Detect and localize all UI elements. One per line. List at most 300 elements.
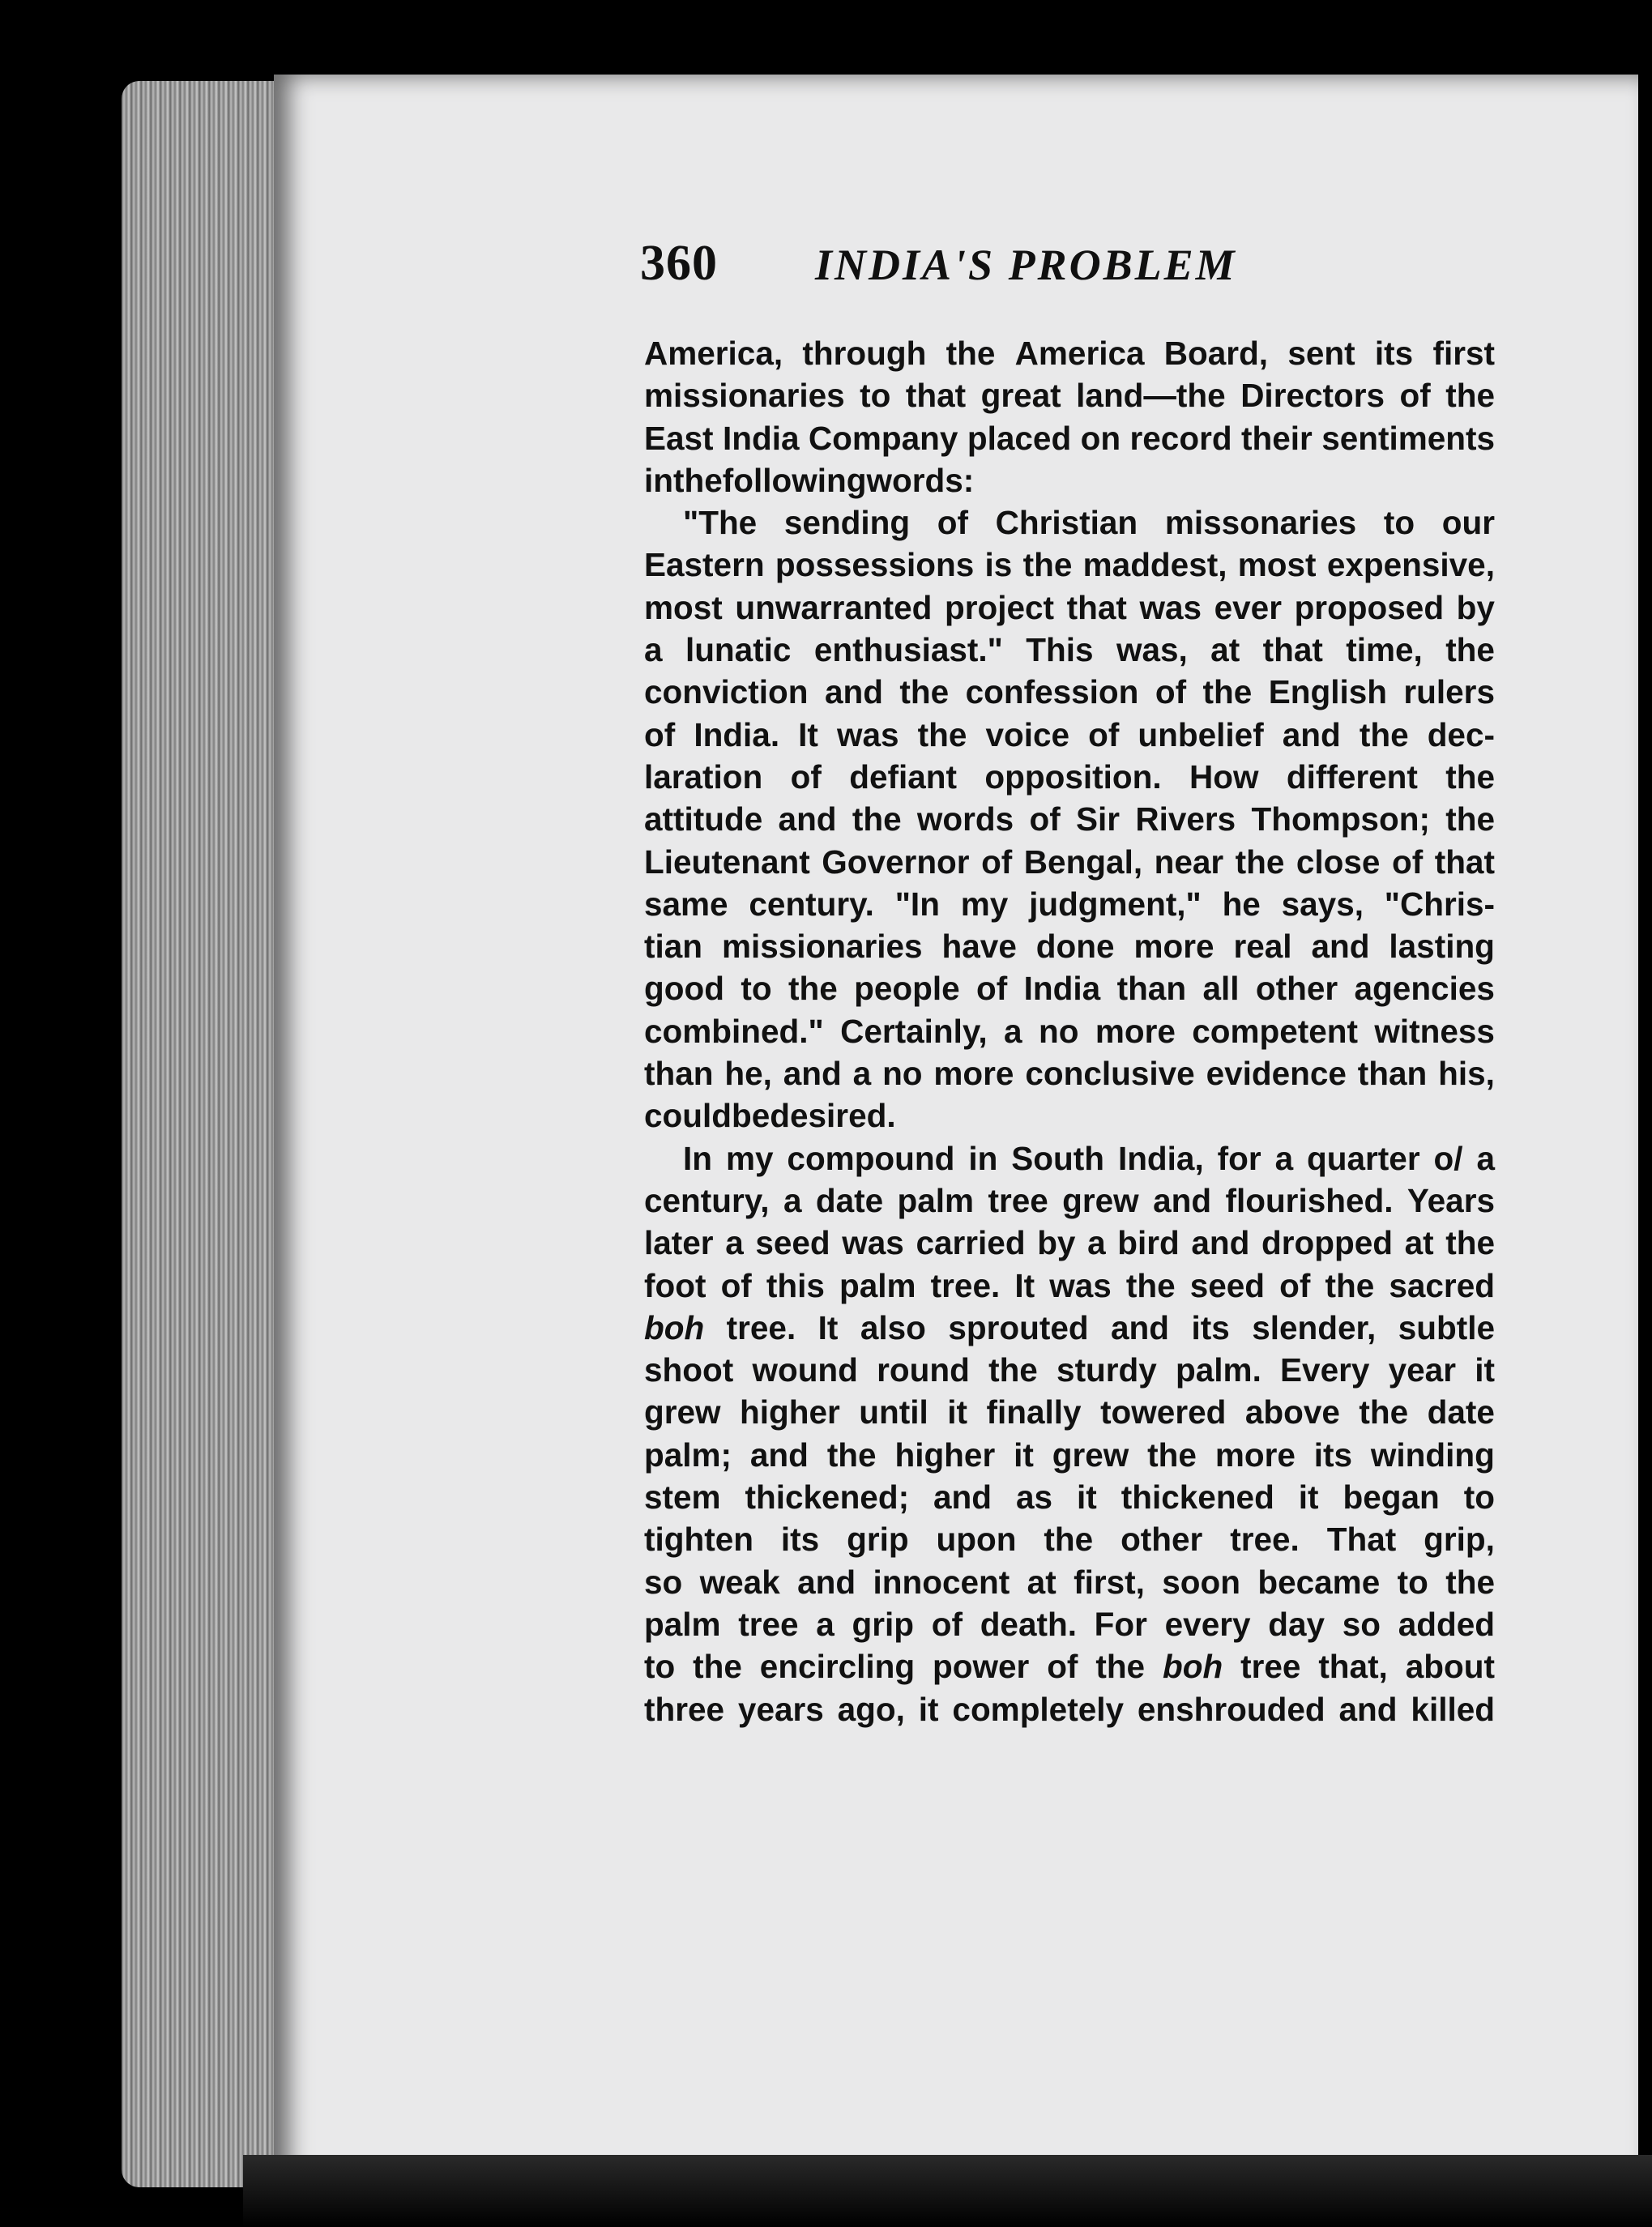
word: good	[644, 970, 724, 1008]
word: the	[1325, 1266, 1375, 1304]
word: the	[1445, 800, 1495, 838]
word: than	[1357, 1055, 1428, 1093]
word: of	[1399, 377, 1431, 415]
word: more	[1095, 1012, 1176, 1050]
word: placed	[967, 419, 1072, 457]
word: the	[1147, 1436, 1197, 1474]
word: stem	[644, 1478, 721, 1517]
word: palm.	[1176, 1351, 1261, 1389]
word: of	[1047, 1648, 1078, 1686]
word: of	[1391, 843, 1424, 881]
word: upon	[936, 1521, 1017, 1559]
text-line	[644, 1010, 1495, 1052]
word: sturdy	[1057, 1351, 1157, 1389]
word: palm	[839, 1266, 916, 1304]
word: words:	[866, 461, 975, 499]
word: Every	[1280, 1351, 1370, 1389]
word: winding	[1370, 1436, 1495, 1474]
word: for	[1217, 1139, 1261, 1177]
word: at	[1210, 631, 1240, 669]
word: than	[644, 1055, 714, 1093]
word: its	[1191, 1308, 1230, 1346]
word: This	[1026, 631, 1094, 669]
word: East	[644, 419, 714, 457]
text-line	[644, 1391, 1495, 1433]
word: "In	[894, 885, 940, 923]
page-number: 360	[640, 236, 718, 291]
text-line	[644, 1688, 1495, 1730]
word: the	[1095, 1648, 1146, 1686]
word: tree.	[726, 1308, 796, 1346]
word: of	[937, 504, 968, 542]
word: more	[933, 1055, 1014, 1093]
word: soon	[1162, 1563, 1240, 1601]
word: people	[854, 970, 960, 1008]
word: judgment,"	[1029, 885, 1202, 923]
word: and	[824, 673, 883, 711]
word: and	[797, 1563, 856, 1601]
word: the	[1445, 757, 1495, 796]
word: America,	[644, 335, 783, 372]
word: dropped	[1261, 1224, 1393, 1262]
word: it	[1077, 1478, 1097, 1517]
text-line	[644, 1094, 1495, 1137]
word: evidence	[1206, 1055, 1347, 1093]
word: wound	[752, 1351, 858, 1389]
word: all	[1202, 970, 1240, 1008]
word: attitude	[644, 800, 763, 838]
word: years	[737, 1690, 824, 1728]
word: Eastern	[644, 546, 765, 584]
word: Governor	[822, 843, 970, 881]
word: this	[766, 1266, 825, 1304]
word: Christian	[995, 504, 1138, 542]
text-line	[644, 417, 1495, 459]
word: different	[1286, 757, 1418, 796]
word: a	[783, 1181, 802, 1219]
word: most	[1237, 546, 1317, 584]
word: Company	[808, 419, 958, 457]
text-line	[644, 459, 1495, 501]
word: enshrouded	[1137, 1690, 1325, 1728]
word: following	[722, 461, 867, 499]
word: It	[1014, 1266, 1035, 1304]
word: encircling	[759, 1648, 916, 1686]
word: century,	[644, 1181, 770, 1219]
word: palm	[897, 1181, 975, 1219]
word: boh	[644, 1308, 705, 1346]
word: was	[1049, 1266, 1112, 1304]
word: the	[946, 335, 996, 372]
word: For	[1094, 1605, 1147, 1643]
word: on	[1080, 419, 1121, 457]
word: laration	[644, 757, 763, 796]
word: finally	[986, 1393, 1082, 1431]
word: was	[842, 1224, 904, 1262]
text-line	[644, 629, 1495, 671]
text-line	[644, 967, 1495, 1009]
word: Lieutenant	[644, 843, 810, 881]
word: of	[1279, 1266, 1311, 1304]
word: than	[1116, 970, 1187, 1008]
word: a	[1004, 1012, 1022, 1050]
text-line	[644, 925, 1495, 967]
word: desired.	[770, 1097, 896, 1135]
word: to	[644, 1648, 676, 1686]
word: o/	[1433, 1139, 1463, 1177]
word: date	[1427, 1393, 1495, 1431]
word: conclusive	[1025, 1055, 1195, 1093]
word: day	[1268, 1605, 1325, 1643]
word: tree	[1240, 1648, 1301, 1686]
word: agencies	[1354, 970, 1495, 1008]
word: great	[980, 377, 1061, 415]
word: until	[859, 1393, 928, 1431]
word: It	[817, 1308, 839, 1346]
word: the	[1445, 631, 1495, 669]
word: and	[749, 1436, 809, 1474]
word: of	[644, 715, 676, 753]
word: century.	[749, 885, 874, 923]
word: slender,	[1252, 1308, 1377, 1346]
text-line	[644, 1265, 1495, 1307]
word: the	[826, 1436, 877, 1474]
word: Rivers	[1135, 800, 1236, 838]
word: the	[1445, 1224, 1495, 1262]
word: the	[917, 715, 967, 753]
word: palm	[644, 1605, 721, 1643]
word: above	[1244, 1393, 1340, 1431]
word: says,	[1281, 885, 1364, 923]
word: near	[1154, 843, 1224, 881]
word: and	[1111, 1308, 1170, 1346]
word: to	[1397, 1563, 1428, 1601]
word: seed	[755, 1224, 830, 1262]
text-line	[644, 883, 1495, 925]
word: expensive,	[1326, 546, 1495, 584]
word: quarter	[1307, 1139, 1420, 1177]
word: innocent	[873, 1563, 1010, 1601]
word: lasting	[1389, 928, 1495, 966]
word: grew	[644, 1393, 721, 1431]
word: it	[947, 1393, 968, 1431]
word: later	[644, 1224, 714, 1262]
word: land—the	[1076, 377, 1226, 415]
word: tree	[988, 1181, 1048, 1219]
word: became	[1257, 1563, 1381, 1601]
word: That	[1326, 1521, 1397, 1559]
word: Directors	[1240, 377, 1385, 415]
text-line	[644, 798, 1495, 840]
word: and	[1311, 928, 1370, 966]
word: that,	[1318, 1648, 1388, 1686]
word: so	[644, 1563, 683, 1601]
word: sprouted	[948, 1308, 1089, 1346]
word: and	[1153, 1181, 1212, 1219]
text-line	[644, 332, 1495, 374]
word: to	[1383, 504, 1415, 542]
word: and	[1191, 1224, 1250, 1262]
word: conviction	[644, 673, 809, 711]
text-line	[644, 1434, 1495, 1476]
word: power	[933, 1648, 1030, 1686]
word: foot	[644, 1266, 706, 1304]
word: the	[1125, 1266, 1176, 1304]
text-line	[644, 1180, 1495, 1222]
word: to	[860, 377, 891, 415]
word: was	[1139, 588, 1202, 626]
word: shoot	[644, 1351, 734, 1389]
word: began	[1343, 1478, 1440, 1517]
word: flourished.	[1225, 1181, 1394, 1219]
word: the	[673, 461, 723, 499]
word: by	[1456, 588, 1495, 626]
word: Years	[1407, 1181, 1495, 1219]
word: as	[1016, 1478, 1053, 1517]
word: and	[1282, 715, 1341, 753]
word: to	[1463, 1478, 1495, 1517]
word: he,	[724, 1055, 772, 1093]
word: more	[1214, 1436, 1296, 1474]
word: their	[1241, 419, 1313, 457]
word: higher	[740, 1393, 840, 1431]
word: How	[1189, 757, 1259, 796]
running-head	[640, 235, 1491, 308]
word: maddest,	[1082, 546, 1227, 584]
word: that	[905, 377, 967, 415]
word: a	[852, 1055, 872, 1093]
word: possessions	[775, 546, 975, 584]
word: ago,	[837, 1690, 905, 1728]
word: sending	[783, 504, 911, 542]
word: the	[1445, 1563, 1495, 1601]
word: dec-	[1427, 715, 1495, 753]
word: India.	[694, 715, 780, 753]
word: Board,	[1163, 335, 1269, 372]
word: seed	[1189, 1266, 1266, 1304]
word: of	[931, 1605, 963, 1643]
page-bottom-shadow	[243, 2155, 1652, 2227]
word: other	[1255, 970, 1338, 1008]
word: through	[802, 335, 927, 372]
word: combined."	[644, 1012, 824, 1050]
word: English	[1268, 673, 1387, 711]
word: boh	[1162, 1648, 1223, 1686]
word: South	[1011, 1139, 1104, 1177]
word: India,	[1117, 1139, 1204, 1177]
word: grip	[852, 1605, 915, 1643]
body-text	[644, 332, 1495, 1730]
word: missonaries	[1164, 504, 1357, 542]
word: and	[778, 800, 837, 838]
word: its	[1313, 1436, 1353, 1474]
word: the	[693, 1648, 742, 1686]
word: record	[1129, 419, 1232, 457]
text-line	[644, 1603, 1495, 1645]
word: In	[683, 1139, 712, 1177]
word: at	[1027, 1563, 1057, 1601]
word: a	[816, 1605, 835, 1643]
word: is	[984, 546, 1013, 584]
word: the	[1202, 673, 1253, 711]
word: the	[988, 1351, 1038, 1389]
word: real	[1233, 928, 1292, 966]
word: of	[1029, 800, 1061, 838]
word: rulers	[1403, 673, 1495, 711]
word: was,	[1116, 631, 1188, 669]
word: witness	[1374, 1012, 1495, 1050]
word: the	[1235, 843, 1285, 881]
text-line	[644, 544, 1495, 586]
word: a	[644, 631, 663, 669]
word: that	[1066, 588, 1127, 626]
text-line	[644, 1476, 1495, 1518]
word: unwarranted	[735, 588, 933, 626]
word: first	[1432, 335, 1495, 372]
word: have	[941, 928, 1017, 966]
word: towered	[1100, 1393, 1227, 1431]
word: words	[916, 800, 1014, 838]
text-line	[644, 1645, 1495, 1687]
word: missionaries	[644, 377, 845, 415]
word: sent	[1287, 335, 1355, 372]
word: the	[899, 673, 950, 711]
word: the	[1359, 1393, 1409, 1431]
running-title: INDIA'S PROBLEM	[815, 241, 1237, 289]
word: most	[644, 588, 723, 626]
word: tree.	[930, 1266, 1001, 1304]
word: thickened;	[745, 1478, 910, 1517]
word: tree	[738, 1605, 799, 1643]
word: tree.	[1230, 1521, 1300, 1559]
word: it	[1475, 1351, 1495, 1389]
word: at	[1404, 1224, 1434, 1262]
text-line	[644, 756, 1495, 798]
word: other	[1121, 1521, 1203, 1559]
word: close	[1296, 843, 1381, 881]
word: so	[1342, 1605, 1381, 1643]
text-line	[644, 1518, 1495, 1560]
word: compound	[787, 1139, 955, 1177]
word: grew	[1052, 1436, 1129, 1474]
word: grip,	[1424, 1521, 1495, 1559]
word: Thompson;	[1251, 800, 1430, 838]
word: a	[1087, 1224, 1106, 1262]
book-page-edges	[122, 81, 292, 2187]
word: of	[981, 843, 1013, 881]
word: confession	[965, 673, 1139, 711]
word: it	[918, 1690, 939, 1728]
word: enthusiast."	[813, 631, 1003, 669]
word: proposed	[1294, 588, 1445, 626]
text-line	[644, 1561, 1495, 1603]
word: sacred	[1389, 1266, 1495, 1304]
word: more	[1133, 928, 1214, 966]
word: it	[1014, 1436, 1034, 1474]
word: grip	[847, 1521, 909, 1559]
word: death.	[980, 1605, 1077, 1643]
word: bird	[1117, 1224, 1180, 1262]
word: my	[725, 1139, 774, 1177]
word: of	[1155, 673, 1187, 711]
word: in	[644, 461, 673, 499]
word: done	[1035, 928, 1115, 966]
word: voice	[985, 715, 1070, 753]
word: competent	[1192, 1012, 1359, 1050]
word: India	[722, 419, 800, 457]
word: added	[1398, 1605, 1495, 1643]
word: was	[836, 715, 899, 753]
word: that	[1434, 843, 1495, 881]
text-line	[644, 1307, 1495, 1349]
text-line	[644, 841, 1495, 883]
word: "The	[683, 504, 758, 542]
text-line	[644, 1222, 1495, 1264]
word: India	[1023, 970, 1101, 1008]
word: the	[788, 970, 838, 1008]
word: his,	[1438, 1055, 1495, 1093]
word: the	[1044, 1521, 1094, 1559]
word: opposition.	[984, 757, 1162, 796]
word: the	[1445, 377, 1495, 415]
text-line	[644, 587, 1495, 629]
word: tian	[644, 928, 703, 966]
word: Sir	[1076, 800, 1121, 838]
word: higher	[894, 1436, 996, 1474]
text-line	[644, 671, 1495, 713]
word: my	[960, 885, 1009, 923]
word: lunatic	[685, 631, 792, 669]
word: no	[1038, 1012, 1079, 1050]
word: that	[1262, 631, 1323, 669]
word: three	[644, 1690, 725, 1728]
word: could	[644, 1097, 732, 1135]
word: project	[945, 588, 1055, 626]
word: first,	[1074, 1563, 1145, 1601]
word: the	[1022, 546, 1073, 584]
word: of	[720, 1266, 752, 1304]
word: of	[976, 970, 1008, 1008]
word: weak	[699, 1563, 780, 1601]
word: to	[741, 970, 772, 1008]
word: round	[877, 1351, 970, 1389]
word: missionaries	[721, 928, 923, 966]
word: same	[644, 885, 728, 923]
word: a	[1476, 1139, 1495, 1177]
word: be	[732, 1097, 771, 1135]
word: a	[1274, 1139, 1294, 1177]
word: sentiments	[1321, 419, 1495, 457]
word: its	[1374, 335, 1414, 372]
word: completely	[952, 1690, 1124, 1728]
word: "Chris-	[1384, 885, 1495, 923]
word: and	[783, 1055, 842, 1093]
word: palm;	[644, 1436, 732, 1474]
word: also	[860, 1308, 926, 1346]
text-line	[644, 1349, 1495, 1391]
word: its	[780, 1521, 820, 1559]
word: it	[1298, 1478, 1319, 1517]
word: Certainly,	[840, 1012, 988, 1050]
word: killed	[1411, 1690, 1495, 1728]
word: of	[1088, 715, 1120, 753]
word: Bengal,	[1023, 843, 1143, 881]
word: It	[798, 715, 818, 753]
word: carried	[916, 1224, 1026, 1262]
word: ever	[1214, 588, 1282, 626]
word: of	[790, 757, 822, 796]
word: tighten	[644, 1521, 753, 1559]
